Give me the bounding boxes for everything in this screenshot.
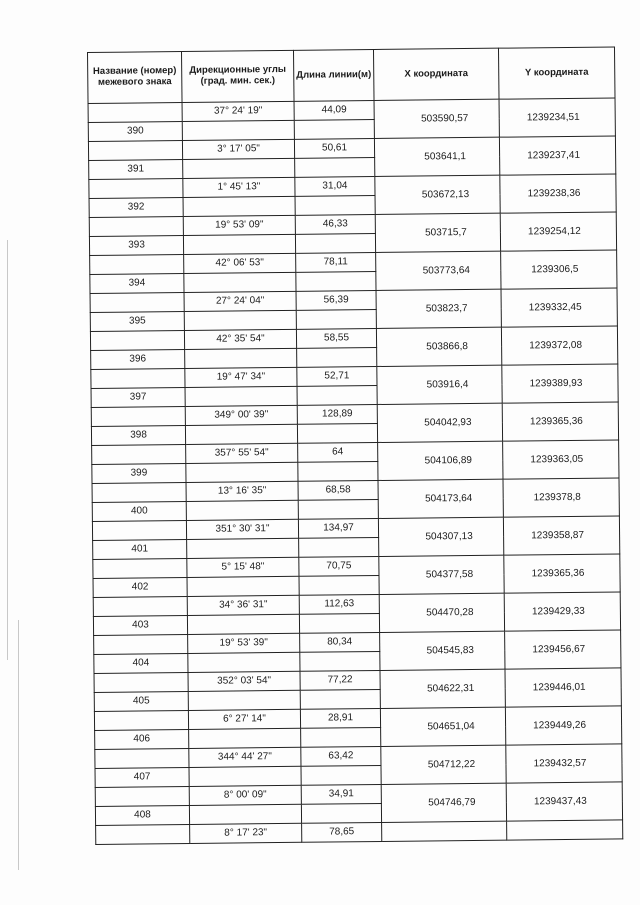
point-x-value: 504545,83	[426, 644, 474, 656]
point-y	[506, 782, 622, 821]
segment-length	[302, 822, 382, 842]
point-name-value: 401	[131, 543, 149, 555]
table-body	[88, 98, 623, 844]
point-name-empty	[93, 596, 187, 616]
segment-length-value: 56,39	[323, 294, 349, 306]
point-length-empty	[297, 347, 377, 367]
segment-angle	[187, 557, 299, 577]
point-y-value: 1239363,05	[530, 453, 584, 465]
segment-angle-value: 34° 36' 31"	[219, 599, 268, 611]
header-y: Y координата	[498, 47, 615, 99]
point-name-empty	[91, 368, 185, 388]
point-name-value: 400	[130, 505, 148, 517]
point-name-value: 405	[132, 695, 150, 707]
segment-length	[300, 632, 380, 652]
segment-angle	[186, 519, 298, 539]
point-x	[374, 137, 499, 176]
segment-length-value: 58,55	[323, 332, 350, 344]
point-angle-empty	[187, 576, 299, 596]
point-length-empty	[300, 651, 380, 671]
point-y-value: 1239429,33	[531, 605, 585, 617]
segment-angle-value: 42° 35' 54"	[216, 333, 265, 345]
segment-length	[297, 366, 377, 386]
point-x	[379, 593, 504, 632]
point-length-empty	[295, 157, 375, 177]
point-name-empty	[88, 141, 182, 161]
point-y	[505, 706, 621, 745]
segment-length	[301, 746, 381, 766]
segment-length	[301, 784, 381, 804]
point-length-empty	[298, 499, 378, 519]
point-length-empty	[295, 195, 375, 215]
segment-angle-value: 6° 27' 14"	[223, 713, 266, 725]
segment-angle-value: 8° 17' 23"	[224, 827, 268, 839]
segment-length-value: 44,09	[321, 104, 347, 116]
segment-angle-value: 13° 16' 35"	[217, 485, 267, 497]
point-length-empty	[296, 271, 376, 291]
point-angle-empty	[185, 424, 297, 444]
point-length-empty	[296, 309, 376, 329]
point-length-empty	[295, 233, 375, 253]
segment-angle	[182, 101, 294, 121]
point-x	[376, 251, 501, 290]
segment-angle	[187, 595, 299, 615]
point-y	[502, 364, 618, 403]
segment-length	[296, 290, 376, 310]
point-name	[94, 691, 188, 711]
point-length-empty	[297, 423, 377, 443]
segment-angle-value: 349° 00' 39"	[214, 409, 269, 421]
point-y	[501, 326, 617, 365]
point-name-empty	[92, 482, 186, 502]
segment-angle	[189, 785, 301, 805]
point-name	[93, 539, 187, 559]
point-x	[381, 783, 506, 822]
point-name-value: 390	[126, 125, 144, 137]
point-x	[375, 213, 500, 252]
header-length: Длина линии(м)	[293, 49, 374, 101]
point-name-value: 398	[130, 429, 147, 441]
point-name-empty	[91, 406, 185, 426]
point-angle-empty	[185, 348, 297, 368]
point-name-empty	[89, 179, 183, 199]
point-y	[499, 136, 615, 175]
segment-length	[297, 404, 377, 424]
point-angle-empty	[183, 196, 295, 216]
segment-angle	[188, 709, 300, 729]
segment-length	[294, 138, 374, 158]
segment-angle	[189, 747, 301, 767]
point-angle-empty	[186, 462, 298, 482]
segment-length	[298, 442, 378, 462]
segment-angle-value: 42° 06' 53"	[215, 257, 264, 269]
segment-length-value: 28,91	[327, 712, 354, 724]
point-name-empty	[90, 292, 184, 312]
segment-length-value: 128,89	[321, 408, 353, 420]
point-y	[502, 402, 618, 441]
point-length-empty	[294, 119, 374, 139]
point-y-value: 1239449,26	[533, 719, 587, 731]
segment-length-value: 78,65	[329, 826, 355, 838]
segment-length-value: 112,63	[324, 598, 355, 610]
segment-angle-value: 19° 47' 34"	[216, 371, 266, 383]
point-x-empty	[382, 821, 507, 841]
point-x	[377, 403, 502, 442]
point-angle-empty	[186, 500, 298, 520]
point-x	[379, 555, 504, 594]
point-name-value: 408	[134, 809, 151, 821]
segment-angle-value: 351° 30' 31"	[215, 523, 270, 535]
point-y-value: 1239456,67	[532, 643, 586, 655]
point-name	[91, 387, 185, 407]
segment-angle	[182, 139, 294, 159]
point-y-empty	[507, 820, 623, 840]
table-header-row	[88, 47, 616, 104]
segment-length-value: 64	[332, 446, 344, 458]
point-y-value: 1239365,36	[531, 567, 585, 579]
point-name-value: 402	[131, 581, 149, 593]
point-name-empty	[94, 710, 188, 730]
segment-length	[299, 556, 379, 576]
point-x-value: 504651,04	[427, 720, 475, 732]
point-y-value: 1239432,57	[533, 757, 587, 769]
point-x	[378, 517, 503, 556]
point-x	[375, 175, 500, 214]
segment-length-value: 52,71	[324, 370, 350, 382]
point-x-value: 504042,93	[424, 416, 472, 428]
segment-length-value: 31,04	[322, 180, 348, 192]
header-angles: Дирекционные углы (град. мин. сек.)	[182, 50, 295, 102]
point-x-value: 503672,13	[421, 188, 470, 201]
point-name-value: 407	[133, 771, 151, 783]
segment-length-value: 80,34	[327, 636, 353, 648]
point-name	[90, 273, 184, 293]
segment-angle	[184, 329, 296, 349]
point-name	[91, 425, 185, 445]
segment-length-value: 70,75	[326, 560, 352, 572]
segment-length-value: 46,33	[322, 218, 348, 230]
point-name-value: 392	[127, 201, 145, 213]
point-y-value: 1239446,01	[532, 681, 586, 693]
point-name	[92, 501, 186, 521]
point-name-empty	[92, 444, 186, 464]
scan-margin-mark	[18, 620, 19, 870]
point-x	[380, 631, 505, 670]
point-angle-empty	[185, 386, 297, 406]
point-x-value: 503773,64	[422, 264, 471, 276]
point-y	[503, 516, 619, 555]
point-x-value: 504106,89	[424, 454, 472, 466]
point-angle-empty	[184, 272, 296, 292]
point-name-empty	[92, 520, 186, 540]
point-x	[377, 365, 502, 404]
segment-length-value: 34,91	[328, 788, 354, 800]
point-length-empty	[301, 803, 381, 823]
point-name	[95, 767, 189, 787]
segment-angle-value: 19° 53' 09"	[215, 219, 264, 231]
segment-length-value: 134,97	[323, 522, 354, 534]
segment-length	[296, 252, 376, 272]
point-y	[505, 630, 621, 669]
segment-length	[299, 594, 379, 614]
point-name	[93, 577, 187, 597]
point-name	[89, 236, 183, 256]
point-y-value: 1239358,87	[531, 529, 585, 541]
segment-angle	[186, 443, 298, 463]
point-length-empty	[298, 461, 378, 481]
point-name	[91, 349, 185, 369]
point-x-value: 503866,8	[426, 340, 469, 352]
point-name-value: 403	[132, 619, 149, 631]
point-name-empty	[95, 748, 189, 768]
point-name-value: 406	[133, 733, 151, 745]
segment-angle-value: 8° 00' 09"	[223, 789, 267, 801]
point-y	[503, 478, 619, 517]
point-name	[94, 653, 188, 673]
segment-angle-value: 344° 44' 27"	[217, 751, 272, 763]
segment-angle	[185, 367, 297, 387]
segment-angle-value: 37° 24' 19"	[213, 105, 263, 117]
header-name: Название (номер) межевого знака	[88, 52, 183, 104]
segment-angle	[188, 671, 300, 691]
point-x-value: 503823,7	[425, 302, 468, 314]
segment-length	[300, 670, 380, 690]
point-length-empty	[301, 765, 381, 785]
segment-length	[294, 100, 374, 120]
point-x-value: 504307,13	[425, 530, 473, 542]
point-angle-empty	[188, 652, 300, 672]
point-y	[506, 744, 622, 783]
point-name-empty	[93, 558, 187, 578]
point-length-empty	[299, 613, 379, 633]
segment-angle-value: 3° 17' 05"	[217, 143, 260, 155]
point-name-value: 396	[129, 353, 147, 365]
point-name-value: 391	[127, 163, 145, 175]
segment-length-value: 63,42	[328, 750, 354, 762]
point-x-value: 503641,1	[424, 150, 467, 162]
point-name-value: 399	[130, 467, 148, 479]
point-name-value: 395	[128, 315, 146, 327]
point-y	[504, 592, 620, 631]
segment-length-value: 78,11	[323, 256, 348, 268]
point-name-value: 397	[129, 391, 147, 403]
point-name	[95, 805, 189, 825]
point-x-value: 504377,58	[425, 568, 474, 580]
point-x-value: 503916,4	[426, 378, 469, 390]
point-name	[95, 729, 189, 749]
segment-length-value: 77,22	[327, 674, 353, 686]
point-y	[503, 440, 619, 479]
point-angle-empty	[189, 804, 301, 824]
point-name-empty	[95, 786, 189, 806]
point-x-value: 503715,7	[424, 226, 467, 238]
point-y-value: 1239365,36	[529, 415, 583, 427]
point-angle-empty	[189, 728, 301, 748]
segment-length-value: 68,58	[325, 484, 351, 496]
point-name-value: 393	[128, 239, 145, 251]
segment-length-value: 50,61	[321, 142, 348, 154]
point-angle-empty	[188, 690, 300, 710]
segment-length	[300, 708, 380, 728]
point-x	[380, 669, 505, 708]
point-x	[381, 745, 506, 784]
point-length-empty	[297, 385, 377, 405]
point-x-value: 504746,79	[428, 796, 476, 808]
point-name	[92, 463, 186, 483]
point-y	[501, 250, 617, 289]
segment-length	[295, 176, 375, 196]
point-length-empty	[299, 537, 379, 557]
point-angle-empty	[183, 234, 295, 254]
point-length-empty	[299, 575, 379, 595]
point-name-value: 404	[132, 657, 150, 669]
segment-angle	[188, 633, 300, 653]
point-angle-empty	[187, 614, 299, 634]
point-angle-empty	[184, 310, 296, 330]
segment-angle	[183, 215, 295, 235]
point-y-value: 1239238,36	[527, 187, 581, 199]
point-y-value: 1239372,08	[529, 339, 583, 351]
point-y-value: 1239378,8	[533, 491, 581, 503]
point-name	[88, 122, 182, 142]
point-y-value: 1239254,12	[527, 225, 581, 237]
point-name	[90, 311, 184, 331]
point-angle-empty	[183, 158, 295, 178]
point-name-empty	[96, 824, 190, 844]
point-y-value: 1239332,45	[528, 301, 582, 313]
segment-angle-value: 5° 15' 48"	[221, 561, 265, 573]
point-name-empty	[89, 217, 183, 237]
point-y	[499, 98, 615, 137]
point-x	[376, 289, 501, 328]
point-y	[500, 174, 616, 213]
point-y-value: 1239234,51	[526, 111, 580, 123]
segment-length	[298, 480, 378, 500]
point-x	[374, 99, 499, 138]
point-length-empty	[301, 727, 381, 747]
point-name	[89, 160, 183, 180]
point-x-value: 504470,28	[426, 606, 474, 618]
point-y	[500, 212, 616, 251]
segment-angle-value: 1° 45' 13"	[217, 181, 261, 193]
point-name	[93, 615, 187, 635]
point-x	[380, 707, 505, 746]
point-name-empty	[94, 672, 188, 692]
point-name	[89, 198, 183, 218]
point-y	[501, 288, 617, 327]
point-name-empty	[90, 254, 184, 274]
point-x	[378, 479, 503, 518]
point-x	[376, 327, 501, 366]
segment-angle	[190, 823, 302, 843]
segment-angle	[184, 291, 296, 311]
segment-angle	[183, 177, 295, 197]
segment-angle-value: 27° 24' 04"	[215, 295, 265, 307]
segment-length	[296, 328, 376, 348]
point-angle-empty	[182, 120, 294, 140]
point-angle-empty	[187, 538, 299, 558]
point-name-empty	[94, 634, 188, 654]
point-name-value: 394	[128, 277, 146, 289]
segment-angle	[185, 405, 297, 425]
point-name-empty	[88, 103, 182, 123]
scan-margin-mark	[7, 240, 8, 660]
point-y-value: 1239237,41	[527, 149, 581, 161]
point-name-empty	[90, 330, 184, 350]
point-length-empty	[300, 689, 380, 709]
segment-angle-value: 352° 03' 54"	[217, 675, 272, 687]
point-angle-empty	[189, 766, 301, 786]
segment-angle-value: 357° 55' 54"	[214, 447, 269, 459]
segment-length	[295, 214, 375, 234]
point-y-value: 1239306,5	[531, 263, 579, 275]
point-y	[505, 668, 621, 707]
point-y-value: 1239437,43	[533, 795, 587, 807]
boundary-coordinates-sheet	[87, 46, 623, 869]
header-x: X координата	[373, 48, 499, 100]
boundary-coordinates-table	[87, 46, 623, 844]
point-x-value: 504622,31	[426, 682, 475, 694]
point-y	[504, 554, 620, 593]
segment-angle	[186, 481, 298, 501]
point-x	[378, 441, 503, 480]
point-y-value: 1239389,93	[529, 377, 583, 389]
segment-angle	[184, 253, 296, 273]
point-x-value: 503590,57	[421, 112, 469, 125]
segment-length	[298, 518, 378, 538]
segment-angle-value: 19° 53' 39"	[219, 637, 268, 649]
point-x-value: 504712,22	[427, 758, 476, 770]
point-x-value: 504173,64	[424, 492, 473, 504]
